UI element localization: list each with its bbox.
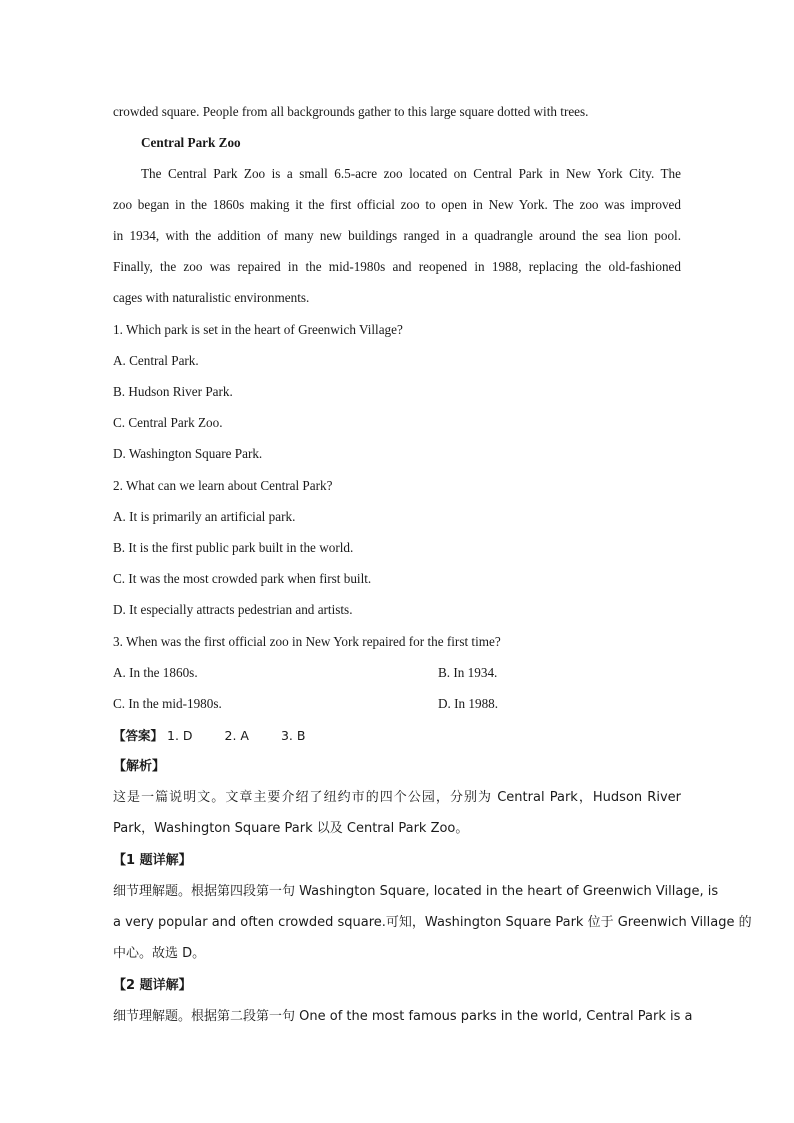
analysis-text-line: a very popular and often crowded square.可知，Washington Square Park 位于 Greenwich Village 的 <box>113 915 752 930</box>
passage-text-line: crowded square. People from all backgrounds gather to this large square dotted with trees. <box>113 104 589 119</box>
passage-text-line: cages with naturalistic environments. <box>113 290 310 305</box>
analysis-text-line: 细节理解题。根据第四段第一句 Washington Square, located in the heart of Greenwich Village, is <box>113 884 719 899</box>
analysis-text-line: 细节理解题。根据第二段第一句 One of the most famous parks in the world, Central Park is a <box>113 1009 693 1024</box>
answer-option: A. Central Park. <box>113 353 199 368</box>
passage-text-line: zoo began in the 1860s making it the first official zoo to open in New York. The zoo was improved <box>113 197 681 212</box>
answer-item: 2. A <box>224 728 249 743</box>
analysis-label: 【解析】 <box>113 759 166 774</box>
answer-option: C. Central Park Zoo. <box>113 415 223 430</box>
answer-option: D. Washington Square Park. <box>113 446 263 461</box>
question-stem: 3. When was the first official zoo in New York repaired for the first time? <box>113 634 501 649</box>
answer-option: A. In the 1860s. <box>113 665 198 680</box>
answer-option: A. It is primarily an artificial park. <box>113 509 296 524</box>
q1-detail-label: 【1 题详解】 <box>113 853 192 868</box>
answer-label: 【答案】 <box>113 728 164 743</box>
answer-option: C. In the mid-1980s. <box>113 696 222 711</box>
analysis-text-line: 中心。故选 D。 <box>113 946 206 961</box>
answer-option: B. In 1934. <box>438 665 498 680</box>
question-stem: 1. Which park is set in the heart of Greenwich Village? <box>113 322 403 337</box>
q2-detail-label: 【2 题详解】 <box>113 978 192 993</box>
answer-item: 1. D <box>167 728 193 743</box>
answer-option: B. Hudson River Park. <box>113 384 233 399</box>
analysis-text-line: Park，Washington Square Park 以及 Central Park Zoo。 <box>113 821 469 836</box>
passage-text-line: The Central Park Zoo is a small 6.5-acre zoo located on Central Park in New York City. The <box>141 166 681 181</box>
answer-option: C. It was the most crowded park when first built. <box>113 571 372 586</box>
answer-item: 3. B <box>280 728 306 743</box>
answer-option: D. In 1988. <box>438 696 499 711</box>
analysis-text-line: 这是一篇说明文。文章主要介绍了纽约市的四个公园，分别为 Central Park，Hudson River <box>113 790 681 805</box>
answer-key <box>113 727 681 745</box>
section-heading: Central Park Zoo <box>141 135 241 150</box>
question-stem: 2. What can we learn about Central Park? <box>113 478 333 493</box>
passage-text-line: in 1934, with the addition of many new buildings ranged in a quadrangle around the sea lion pool. <box>113 228 681 243</box>
answer-option: D. It especially attracts pedestrian and artists. <box>113 602 353 617</box>
passage-text-line: Finally, the zoo was repaired in the mid-1980s and reopened in 1988, replacing the old-fashioned <box>113 259 681 274</box>
answer-option: B. It is the first public park built in the world. <box>113 540 354 555</box>
